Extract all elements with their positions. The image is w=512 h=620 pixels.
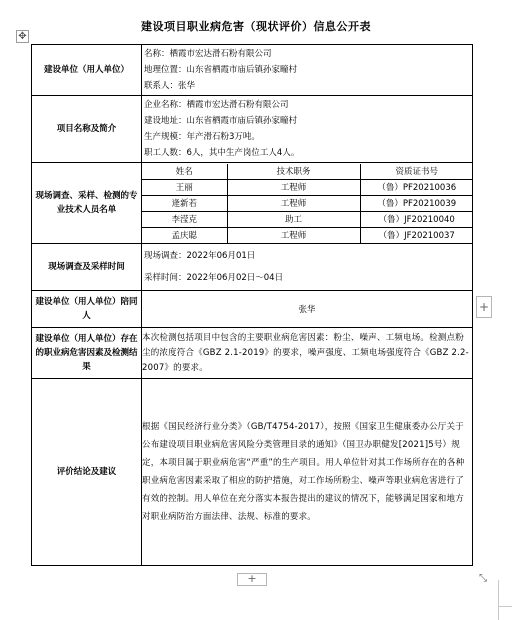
project-label: 项目名称及简介 [32,96,142,163]
person-title: 工程师 [227,195,360,211]
person-name: 李滢克 [142,211,227,227]
schedule-survey: 现场调查：2022年06月01日 [144,251,256,261]
table-row-personnel [32,163,473,244]
table-row-hazards [32,328,473,379]
header-name: 姓名 [142,164,227,180]
person-title: 工程师 [227,179,360,195]
person-cert: （鲁）PF20210036 [360,179,473,195]
conclusion-label: 评价结论及建议 [32,379,142,566]
escort-label: 建设单位（用人单位）陪同人 [32,291,142,328]
schedule-sampling: 采样时间：2022年06月02日～04日 [144,273,284,283]
escort-value: 张华 [142,291,473,328]
personnel-label: 现场调查、采样、检测的专业技术人员名单 [32,163,142,244]
person-title: 工程师 [227,227,360,243]
person-cert: （鲁）JF20210037 [360,227,473,243]
page-margin-line [498,580,499,620]
personnel-row [142,195,473,211]
person-cert: （鲁）PF20210039 [360,195,473,211]
hazards-text: 本次检测包括项目中包含的主要职业病危害因素：粉尘、噪声、工频电场。检测点粉尘的浓度符合《GBZ 2.1-2019》的要求，噪声强度、工频电场强度符合《GBZ 2.2-2007》的要求。 [142,328,473,379]
hazards-label: 建设单位（用人单位）存在的职业病危害因素及检测结果 [32,328,142,379]
table-resize-icon[interactable]: ⤡ [479,573,487,584]
table-row-escort [32,291,473,328]
person-name: 王丽 [142,179,227,195]
project-staff: 职工人数：6人，其中生产岗位工人4人。 [144,148,300,158]
header-cert: 资质证书号 [360,164,473,180]
project-address: 建设地址：山东省栖霞市庙后镇孙家疃村 [144,116,298,126]
person-name: 孟庆聪 [142,227,227,243]
table-row-unit [32,45,473,96]
conclusion-text: 根据《国民经济行业分类》（GB/T4754-2017），按照《国家卫生健康委办公厅关于公布建设项目职业病危害风险分类管理目录的通知》（国卫办职健发[2021]5号）规定，本项目属于职业病危害“严重”的生产项目。用人单位针对其工作场所存在的各种职业病危害因素采取了相应的防护措施，对工作场所粉尘、噪声等职业病危害进行了有效的控制。用人单位在充分落实本报告提出的建议的情况下，能够满足国家和地方对职业病防治方面法律、法规、标准的要求。 [142,379,473,566]
personnel-row [142,211,473,227]
add-column-icon[interactable]: + [476,296,492,318]
personnel-row [142,227,473,243]
project-company: 企业名称：栖霞市宏达滑石粉有限公司 [144,100,289,110]
person-name: 逄新若 [142,195,227,211]
header-title: 技术职务 [227,164,360,180]
personnel-row [142,179,473,195]
page-title: 建设项目职业病危害（现状评价）信息公开表 [141,20,371,33]
unit-contact: 联系人：张华 [144,81,196,91]
unit-address: 地理位置：山东省栖霞市庙后镇孙家疃村 [144,65,298,75]
person-cert: （鲁）JF20210040 [360,211,473,227]
schedule-label: 现场调查及采样时间 [32,244,142,291]
table-move-handle-icon[interactable]: ✥ [16,30,29,43]
personnel-header-row [142,164,473,180]
personnel-table [142,164,473,243]
project-scale: 生产规模：年产滑石粉3万吨。 [144,132,260,142]
unit-label: 建设单位（用人单位） [32,45,142,96]
table-row-project [32,96,473,163]
table-row-conclusion [32,379,473,566]
page-margin-line [498,606,512,607]
add-row-icon[interactable]: + [237,573,267,586]
info-table [31,44,473,566]
person-title: 助工 [227,211,360,227]
unit-name: 名称：栖霞市宏达滑石粉有限公司 [144,49,272,59]
table-row-schedule [32,244,473,291]
